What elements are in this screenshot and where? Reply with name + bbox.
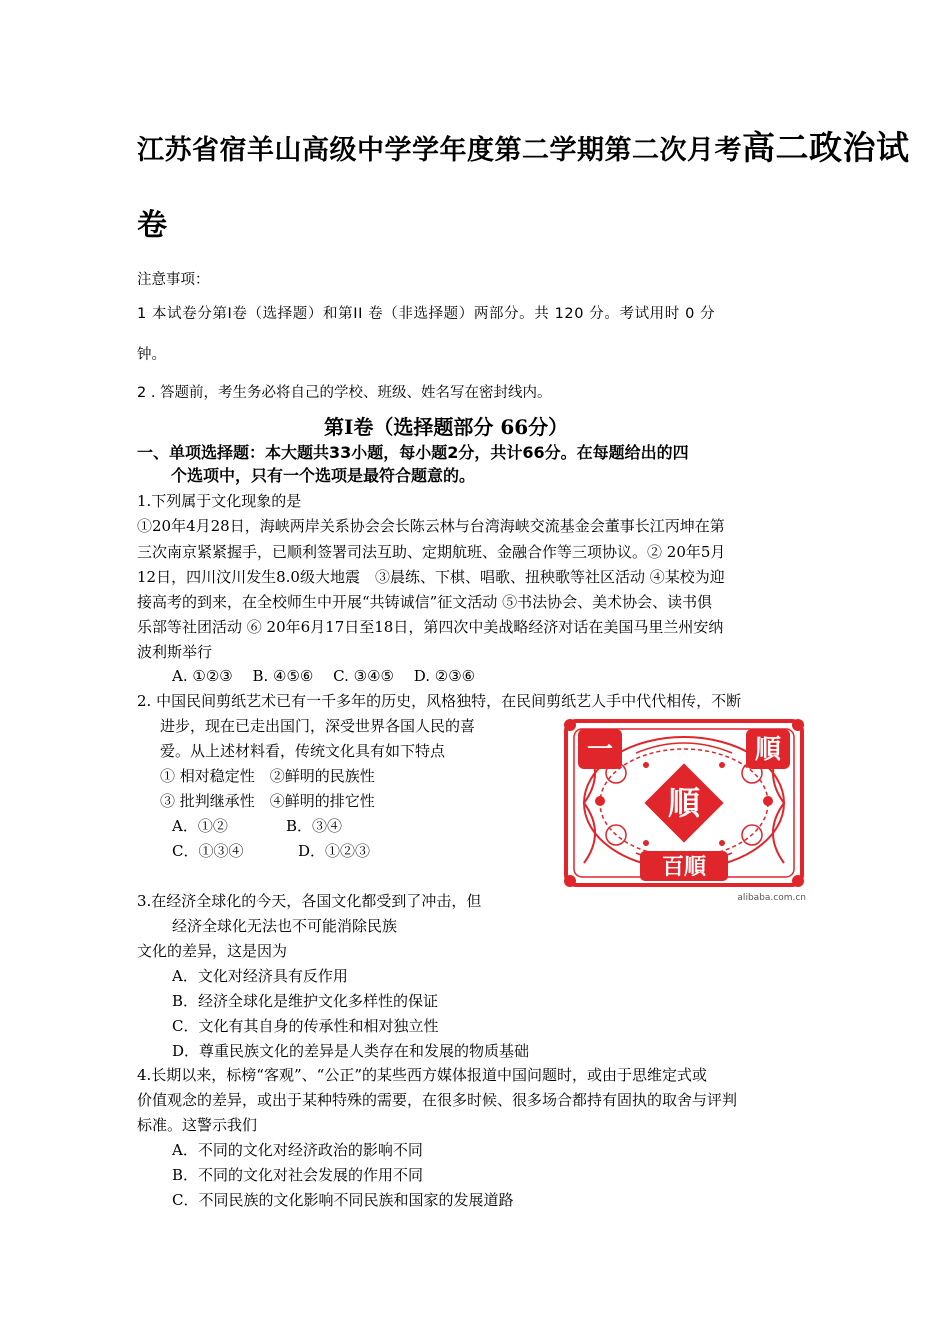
exam-title-prefix: 江苏省宿羊山高级中学学年度第二学期第二次月考 — [137, 135, 742, 166]
q4-option: C．不同民族的文化影响不同民族和国家的发展道路 — [172, 1191, 514, 1209]
q3-line: 文化的差异，这是因为 — [137, 942, 288, 960]
q2-option-b: B．③④ — [286, 817, 343, 835]
center-text: 順 — [667, 784, 701, 822]
q4-line: 价值观念的差异，或出于某种特殊的需要，在很多时候、很多场合都持有固执的取舍与评判 — [137, 1091, 738, 1109]
q2-line: ③ 批判继承性 ④鲜明的排它性 — [160, 792, 375, 810]
q1-line: 接高考的到来，在全校师生中开展“共铸诚信”征文活动 ⑤书法协会、美术协会、读书俱 — [137, 593, 713, 611]
q1-line: 乐部等社团活动 ⑥ 20年6月17日至18日，第四次中美战略经济对话在美国马里兰州安纳 — [137, 618, 724, 636]
q1-line: 波利斯举行 — [137, 643, 213, 661]
q3-option: C．文化有其自身的传承性和相对独立性 — [172, 1017, 439, 1035]
q4-line: 4.长期以来，标榜“客观”、“公正”的某些西方媒体报道中国问题时，或由于思维定式或 — [137, 1066, 707, 1084]
paper-cut-illustration — [556, 713, 812, 903]
badge-top-right-text: 順 — [754, 735, 782, 765]
exam-title-line2: 卷 — [137, 208, 168, 243]
section-one-instruction-2: 个选项中，只有一个选项是最符合题意的。 — [171, 466, 476, 485]
q3-option: D．尊重民族文化的差异是人类存在和发展的物质基础 — [172, 1042, 530, 1060]
q2-line: 2. 中国民间剪纸艺术已有一千多年的历史，风格独特，在民间剪纸艺人手中代代相传，不断 — [137, 692, 742, 710]
q3-line: 经济全球化无法也不可能消除民族 — [172, 917, 398, 935]
q3-line: 3.在经济全球化的今天，各国文化都受到了冲击，但 — [137, 892, 482, 910]
q2-line: 进步，现在已走出国门，深受世界各国人民的喜 — [160, 717, 476, 735]
exam-title-line1 — [137, 122, 910, 169]
notes-item-2: 2 . 答题前，考生务必将自己的学校、班级、姓名写在密封线内。 — [137, 385, 552, 401]
notes-item-1-cont: 钟。 — [137, 347, 166, 363]
q2-line: 爱。从上述材料看，传统文化具有如下特点 — [160, 742, 446, 760]
q3-option: A．文化对经济具有反作用 — [172, 967, 348, 985]
q4-option: B．不同的文化对社会发展的作用不同 — [172, 1166, 424, 1184]
section-one-instruction-1: 一、单项选择题：本大题共33小题，每小题2分，共计66分。在每题给出的四 — [137, 443, 689, 462]
paper-cut-image — [556, 713, 812, 903]
q1-line: 三次南京紧紧握手，已顺利签署司法互助、定期航班、金融合作等三项协议。② 20年5月 — [137, 543, 726, 561]
q3-option: B．经济全球化是维护文化多样性的保证 — [172, 992, 439, 1010]
badge-top-left-text: 一 — [586, 735, 614, 765]
q1-stem: 1.下列属于文化现象的是 — [137, 492, 302, 510]
q4-line: 标准。这警示我们 — [137, 1116, 258, 1134]
image-watermark: alibaba.com.cn — [737, 893, 806, 903]
q2-option-d: D．①②③ — [298, 842, 371, 860]
q1-line: 12日，四川汶川发生8.0级大地震 ③晨练、下棋、唱歌、扭秧歌等社区活动 ④某校为迎 — [137, 568, 725, 586]
q2-option-a: A．①② — [172, 817, 228, 835]
q1-options: A. ①②③ B. ④⑤⑥ C. ③④⑤ D. ②③⑥ — [172, 667, 476, 685]
section-one-title: 第Ⅰ卷（选择题部分 66分） — [324, 415, 569, 439]
bottom-banner-text: 百順 — [661, 854, 707, 880]
q2-option-c: C．①③④ — [172, 842, 244, 860]
exam-title-large: 高二政治试 — [742, 128, 910, 167]
notes-item-1: 1 本试卷分第Ⅰ卷（选择题）和第II 卷（非选择题）两部分。共 120 分。考试用时 0 分 — [137, 306, 716, 322]
q4-option: A．不同的文化对经济政治的影响不同 — [172, 1141, 423, 1159]
q2-line: ① 相对稳定性 ②鲜明的民族性 — [160, 767, 375, 785]
notes-heading: 注意事项： — [137, 272, 210, 288]
q1-line: ①20年4月28日，海峡两岸关系协会会长陈云林与台湾海峡交流基金会董事长江丙坤在第 — [137, 517, 725, 535]
